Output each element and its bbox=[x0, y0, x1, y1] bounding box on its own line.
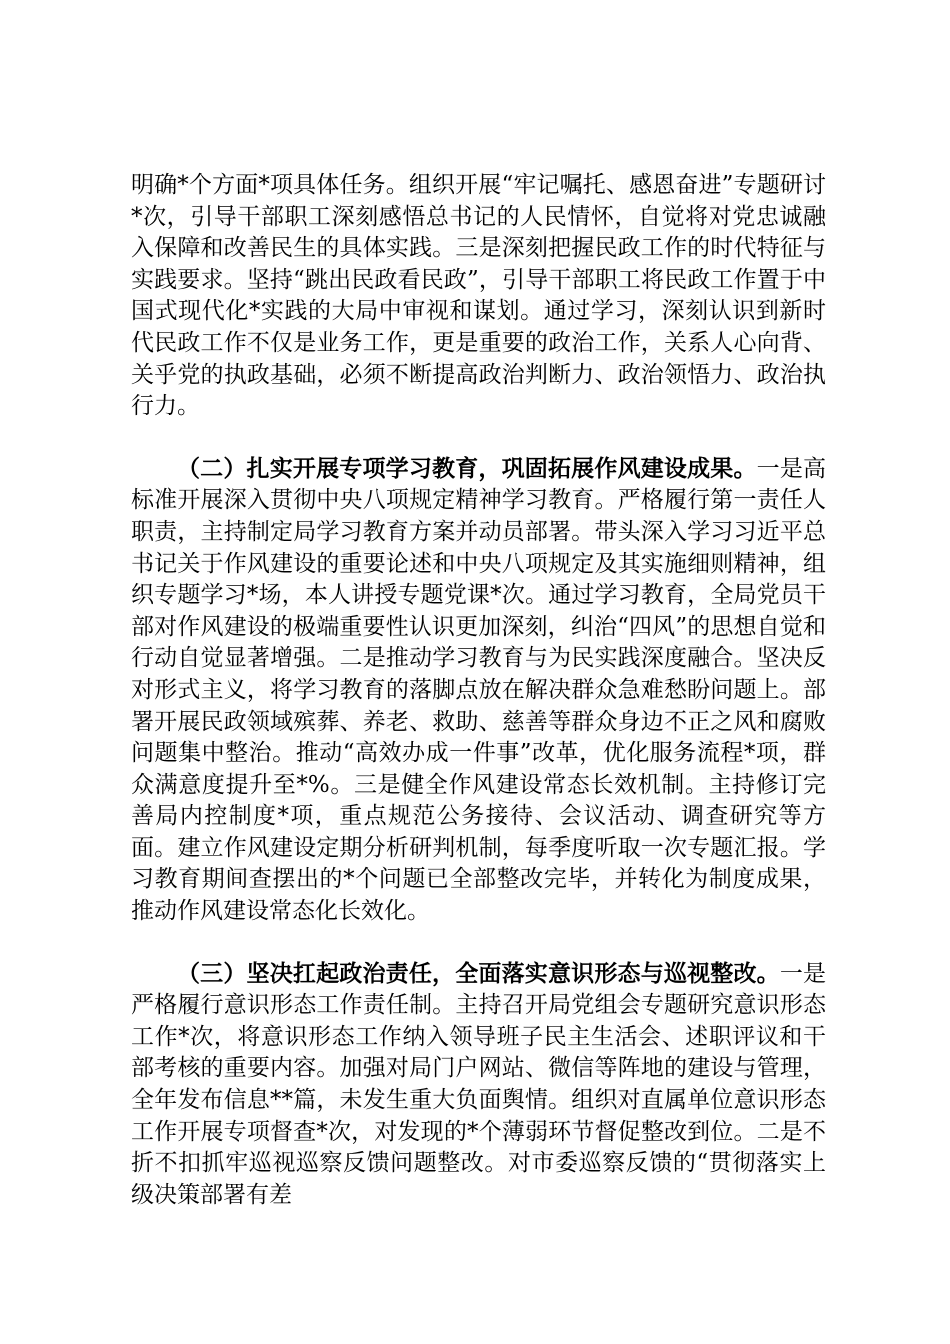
paragraph-2 bbox=[131, 454, 826, 928]
paragraph-3 bbox=[131, 959, 826, 1212]
paragraph-3-text: 一是严格履行意识形态工作责任制。主持召开局党组会专题研究意识形态工作*次，将意识形态工作纳入领导班子民主生活会、述职评议和干部考核的重要内容。加强对局门户网站、微信等阵地的建设与管理，全年发布信息**篇，未发生重大负面舆情。组织对直属单位意识形态工作开展专项督查*次，对发现的*个薄弱环节督促整改到位。二是不折不扣抓牢巡视巡察反馈问题整改。对市委巡察反馈的“贯彻落实上级决策部署有差 bbox=[131, 960, 827, 1208]
document-body bbox=[131, 170, 826, 1211]
section-heading-3: （三）坚决扛起政治责任，全面落实意识形态与巡视整改。 bbox=[177, 960, 780, 987]
paragraph-1-text: 明确*个方面*项具体任务。组织开展“牢记嘱托、感恩奋进”专题研讨*次，引导干部职工深刻感悟总书记的人民情怀，自觉将对党忠诚融入保障和改善民生的具体实践。三是深刻把握民政工作的时代特征与实践要求。坚持“跳出民政看民政”，引导干部职工将民政工作置于中国式现代化*实践的大局中审视和谋划。通过学习，深刻认识到新时代民政工作不仅是业务工作，更是重要的政治工作，关系人心向背、关乎党的执政基础，必须不断提高政治判断力、政治领悟力、政治执行力。 bbox=[131, 172, 826, 420]
paragraph-1 bbox=[131, 170, 826, 423]
section-heading-2: （二）扎实开展专项学习教育，巩固拓展作风建设成果。 bbox=[177, 455, 757, 482]
paragraph-2-text: 一是高标准开展深入贯彻中央八项规定精神学习教育。严格履行第一责任人职责，主持制定局学习教育方案并动员部署。带头深入学习习近平总书记关于作风建设的重要论述和中央八项规定及其实施细则精神，组织专题学习*场，本人讲授专题党课*次。通过学习教育，全局党员干部对作风建设的极端重要性认识更加深刻，纠治“四风”的思想自觉和行动自觉显著增强。二是推动学习教育与为民实践深度融合。坚决反对形式主义，将学习教育的落脚点放在解决群众急难愁盼问题上。部署开展民政领域殡葬、养老、救助、慈善等群众身边不正之风和腐败问题集中整治。推动“高效办成一件事”改革，优化服务流程*项，群众满意度提升至*%。三是健全作风建设常态长效机制。主持修订完善局内控制度*项，重点规范公务接待、会议活动、调查研究等方面。建立作风建设定期分析研判机制，每季度听取一次专题汇报。学习教育期间查摆出的*个问题已全部整改完毕，并转化为制度成果，推动作风建设常态化长效化。 bbox=[131, 455, 827, 925]
